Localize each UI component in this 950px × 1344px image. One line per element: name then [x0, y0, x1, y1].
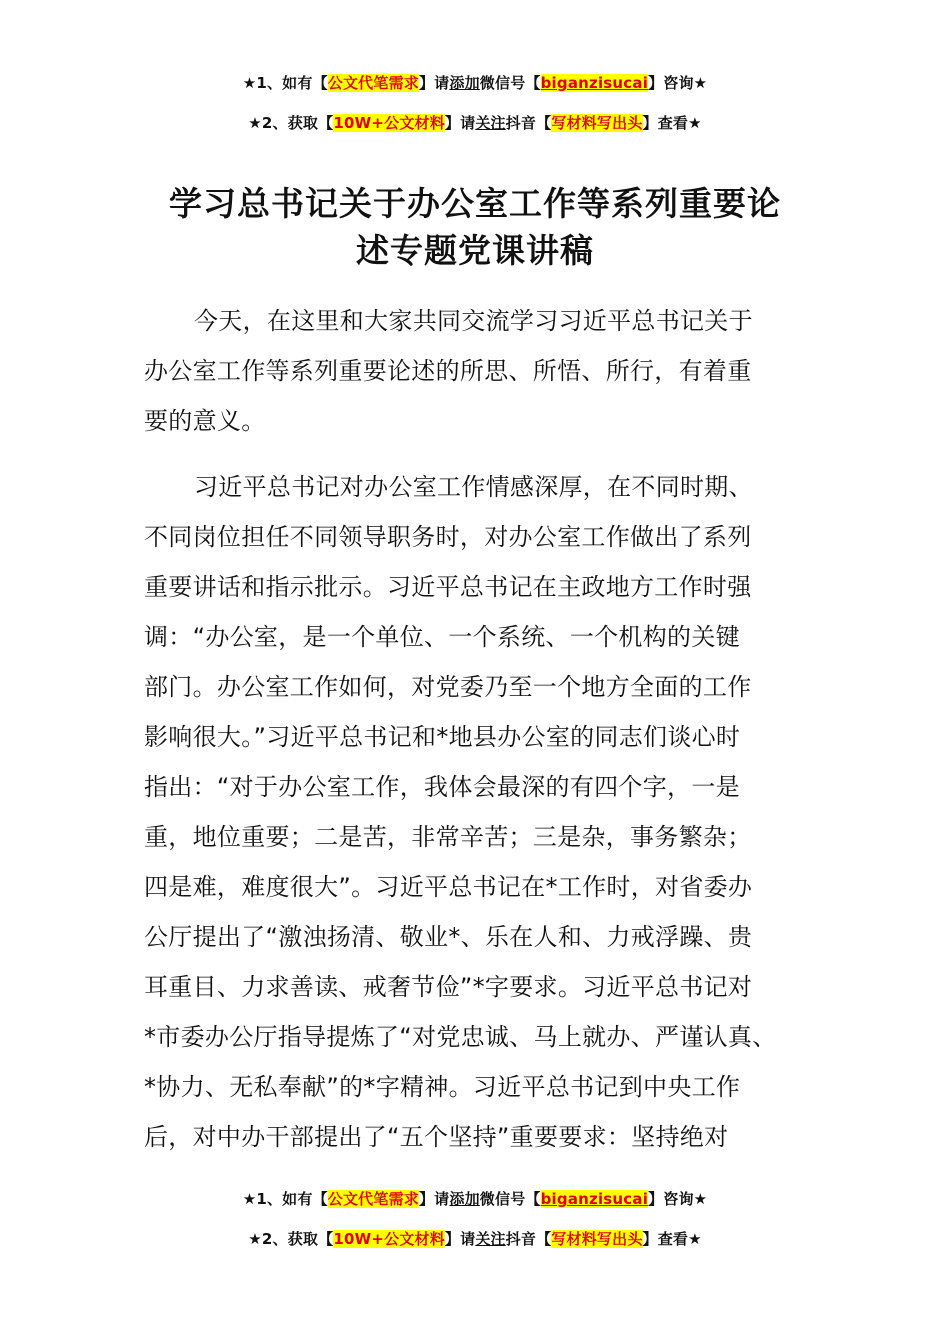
banner-highlight-service: 公文代笔需求	[327, 74, 419, 92]
title-line-2: 述专题党课讲稿	[356, 231, 594, 270]
banner-text: ★2、获取【	[248, 114, 334, 132]
text-line	[144, 612, 810, 662]
text-line-content: 习近平总书记对办公室工作情感深厚，在不同时期、	[194, 473, 753, 501]
text-line-content: 今天，在这里和大家共同交流学习习近平总书记关于	[194, 307, 753, 335]
banner-highlight-douyin-id: 写材料写出头	[551, 1230, 643, 1248]
paragraph-1	[144, 296, 810, 446]
banner-highlight-wechat-id: biganzisucai	[540, 74, 649, 92]
document-body	[144, 296, 810, 1162]
text-line-content: 要的意义。	[144, 407, 266, 435]
banner-emphasis-follow: 关注	[475, 1230, 506, 1248]
banner-text: 】咨询★	[648, 74, 708, 92]
text-line	[144, 396, 810, 446]
banner-text: ★1、如有【	[242, 74, 328, 92]
text-line-content: 四是难，难度很大”。习近平总书记在*工作时，对省委办	[144, 873, 753, 901]
banner-emphasis-add: 添加	[449, 1190, 480, 1208]
text-line-content: 重要讲话和指示批示。习近平总书记在主政地方工作时强	[144, 573, 752, 601]
text-line-content: 影响很大。”习近平总书记和*地县办公室的同志们谈心时	[144, 723, 741, 751]
banner-text: 】请	[444, 1230, 476, 1248]
banner-text: 】咨询★	[648, 1190, 708, 1208]
text-line	[144, 1012, 810, 1062]
banner-emphasis-follow: 关注	[475, 114, 506, 132]
text-line-content: *协力、无私奉献”的*字精神。习近平总书记到中央工作	[144, 1073, 741, 1101]
banner-text: 抖音【	[505, 114, 552, 132]
text-line	[144, 562, 810, 612]
banner-text: 】请	[418, 74, 450, 92]
text-line-content: 指出：“对于办公室工作，我体会最深的有四个字，一是	[144, 773, 740, 801]
banner-text: 】查看★	[642, 114, 702, 132]
banner-text: 】查看★	[642, 1230, 702, 1248]
document-title	[0, 180, 950, 274]
text-line	[144, 712, 810, 762]
text-line	[144, 296, 810, 346]
banner-text: 抖音【	[505, 1230, 552, 1248]
bottom-banner-line-2	[0, 1228, 950, 1249]
banner-highlight-materials: 10W+公文材料	[333, 1230, 445, 1248]
paragraph-gap	[144, 446, 810, 462]
banner-highlight-materials: 10W+公文材料	[333, 114, 445, 132]
text-line	[144, 346, 810, 396]
text-line	[144, 1062, 810, 1112]
text-line-content: 公厅提出了“激浊扬清、敬业*、乐在人和、力戒浮躁、贵	[144, 923, 753, 951]
text-line-content: 办公室工作等系列重要论述的所思、所悟、所行，有着重	[144, 357, 752, 385]
text-line-content: 耳重目、力求善读、戒奢节俭”*字要求。习近平总书记对	[144, 973, 753, 1001]
banner-text: ★2、获取【	[248, 1230, 334, 1248]
text-line-content: 调：“办公室，是一个单位、一个系统、一个机构的关键	[144, 623, 740, 651]
banner-text: 微信号【	[479, 1190, 541, 1208]
text-line	[144, 462, 810, 512]
text-line-content: 重，地位重要；二是苦，非常辛苦；三是杂，事务繁杂；	[144, 823, 752, 851]
title-line-1: 学习总书记关于办公室工作等系列重要论	[169, 184, 781, 223]
banner-highlight-service: 公文代笔需求	[327, 1190, 419, 1208]
banner-text: 】请	[444, 114, 476, 132]
text-line	[144, 762, 810, 812]
top-banner-line-1	[0, 72, 950, 93]
text-line	[144, 1112, 810, 1162]
text-line	[144, 962, 810, 1012]
text-line-content: *市委办公厅指导提炼了“对党忠诚、马上就办、严谨认真、	[144, 1023, 777, 1051]
banner-emphasis-add: 添加	[449, 74, 480, 92]
bottom-banner-line-1	[0, 1188, 950, 1209]
text-line	[144, 862, 810, 912]
text-line-content: 不同岗位担任不同领导职务时，对办公室工作做出了系列	[144, 523, 752, 551]
text-line	[144, 512, 810, 562]
banner-text: ★1、如有【	[242, 1190, 328, 1208]
banner-text: 微信号【	[479, 74, 541, 92]
banner-highlight-douyin-id: 写材料写出头	[551, 114, 643, 132]
banner-highlight-wechat-id: biganzisucai	[540, 1190, 649, 1208]
top-banner-line-2	[0, 112, 950, 133]
text-line	[144, 912, 810, 962]
text-line	[144, 662, 810, 712]
banner-text: 】请	[418, 1190, 450, 1208]
paragraph-2	[144, 462, 810, 1162]
text-line-content: 后，对中办干部提出了“五个坚持”重要要求：坚持绝对	[144, 1123, 729, 1151]
text-line	[144, 812, 810, 862]
text-line-content: 部门。办公室工作如何，对党委乃至一个地方全面的工作	[144, 673, 752, 701]
